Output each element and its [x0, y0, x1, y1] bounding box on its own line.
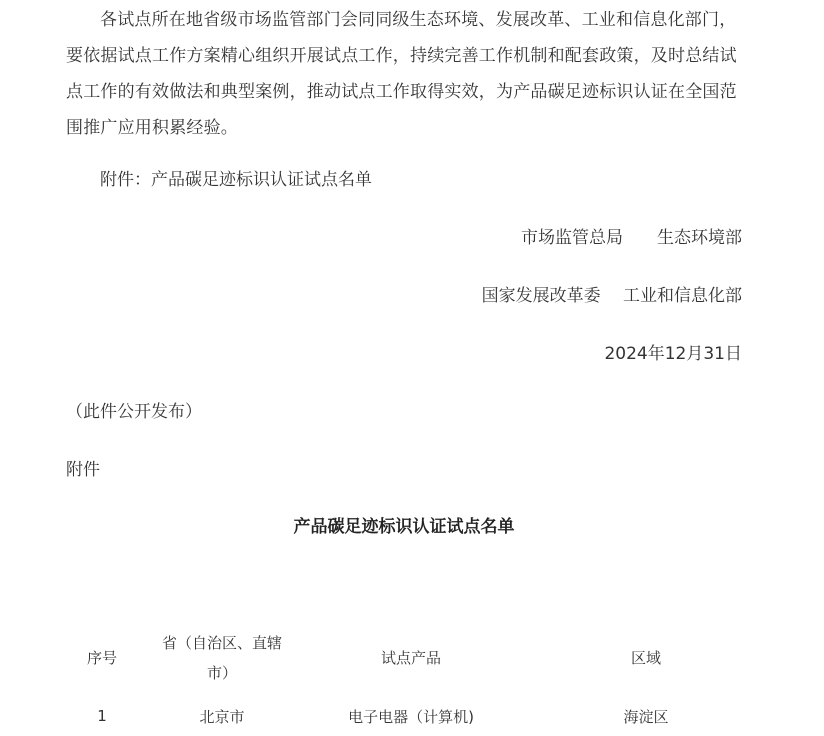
table-row	[66, 696, 776, 736]
header-province: 省（自治区、直辖市）	[161, 634, 282, 682]
issue-date: 2024年12月31日	[604, 344, 742, 364]
cell-province: 北京市	[199, 707, 245, 726]
header-region: 区域	[630, 649, 661, 667]
table-header-row	[66, 620, 776, 696]
body-paragraph: 各试点所在地省级市场监管部门会同同级生态环境、发展改革、工业和信息化部门，要依据试点工作方案精心组织开展试点工作，持续完善工作机制和配套政策，及时总结试点工作的有效做法和典型案例，推动试点工作取得实效，为产品碳足迹标识认证在全国范围推广应用积累经验。	[66, 10, 737, 138]
signature-line-1: 市场监管总局 生态环境部	[521, 228, 742, 248]
appendix-label: 附件	[66, 460, 100, 480]
cell-region: 海淀区	[623, 707, 669, 726]
attachment-note: 附件：产品碳足迹标识认证试点名单	[100, 170, 372, 190]
pilot-list-table	[66, 620, 776, 736]
publish-note: （此件公开发布）	[66, 402, 202, 422]
cell-product: 电子电器（计算机)	[348, 707, 474, 726]
list-title: 产品碳足迹标识认证试点名单	[293, 517, 515, 537]
signature-line-2: 国家发展改革委 工业和信息化部	[481, 286, 742, 306]
cell-index: 1	[97, 707, 107, 725]
header-index: 序号	[86, 649, 117, 667]
header-product: 试点产品	[380, 649, 441, 667]
